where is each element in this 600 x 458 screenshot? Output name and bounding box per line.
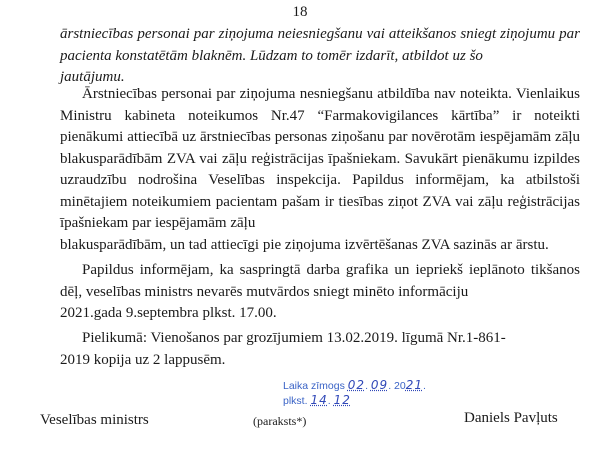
question-line: ārstniecības personai par ziņojuma neiesniegšanu vai atteikšanos sniegt ziņojumu bbox=[60, 26, 556, 42]
answer-line: Papildus informējam, ka atbilstoši minētajiem noteikumiem pacientam pašam ir bbox=[60, 172, 580, 210]
info-line: tikšanos dēļ, veselības ministrs nevarēs mutvārdos sniegt minēto informāciju bbox=[60, 262, 580, 300]
stamp-clock-label: plkst. bbox=[283, 395, 308, 407]
signer-title: Veselības ministrs bbox=[40, 412, 149, 428]
answer-paragraph bbox=[60, 84, 580, 256]
info-line: 2021.gada 9.septembra plkst. 17.00. bbox=[60, 305, 277, 321]
stamp-time-row: plkst. 14. 12 bbox=[283, 393, 351, 407]
stamp-day: 02 bbox=[347, 378, 366, 392]
attachment-line: 2019 kopija uz 2 lappusēm. bbox=[60, 351, 226, 368]
signer-name: Daniels Pavļuts bbox=[464, 410, 558, 426]
stamp-hour: 14 bbox=[310, 393, 328, 407]
question-line: par pacienta konstatētām blaknēm. Lūdzam to tomēr izdarīt, atbildot uz šo bbox=[60, 26, 580, 64]
attachment-paragraph bbox=[60, 328, 580, 371]
answer-line: Vienlaikus Ministru kabineta noteikumos Nr.47 “Farmakovigilances kārtība” ir bbox=[60, 86, 580, 124]
info-paragraph bbox=[60, 260, 580, 325]
stamp-year-suffix: 21 bbox=[405, 378, 424, 392]
answer-line: iespējamām zāļu blakusparādībām ZVA vai zāļu reģistrācijas īpašniekam. bbox=[60, 129, 581, 167]
time-stamp bbox=[283, 378, 426, 408]
signature-mark: (paraksts*) bbox=[253, 414, 307, 428]
info-line: Papildus informējam, ka saspringtā darba grafika un iepriekš ieplānoto bbox=[82, 262, 525, 278]
stamp-minute: 12 bbox=[333, 393, 351, 407]
question-line: jautājumu. bbox=[60, 69, 125, 85]
question-paragraph bbox=[60, 24, 580, 89]
answer-line: tiesības ziņot ZVA vai zāļu reģistrācijas īpašniekam par iespējamām zāļu bbox=[60, 193, 581, 231]
page-number: 18 bbox=[292, 4, 308, 20]
attachment-line: Pielikumā: Vienošanos par grozījumiem 13.02.2019. līgumā Nr.1-861- bbox=[82, 330, 506, 346]
answer-line: blakusparādībām, un tad attiecīgi pie ziņojuma izvērtēšanas ZVA sazinās ar ārstu. bbox=[60, 236, 549, 253]
answer-line: noteikti pienākumi attiecībā uz ārstniecības personas ziņošanu par novērotām bbox=[60, 107, 580, 145]
answer-line: Savukārt pienākumu izpildes uzraudzību nodrošina Veselības inspekcija. bbox=[60, 150, 580, 188]
stamp-year-prefix: 20 bbox=[394, 380, 406, 392]
answer-line: Ārstniecības personai par ziņojuma nesniegšanu atbildība nav noteikta. bbox=[82, 86, 512, 102]
stamp-date-row: Laika zīmogs 02. 09. 2021. bbox=[283, 378, 426, 392]
stamp-month: 09 bbox=[370, 378, 389, 392]
stamp-time-label: Laika zīmogs bbox=[283, 380, 345, 392]
